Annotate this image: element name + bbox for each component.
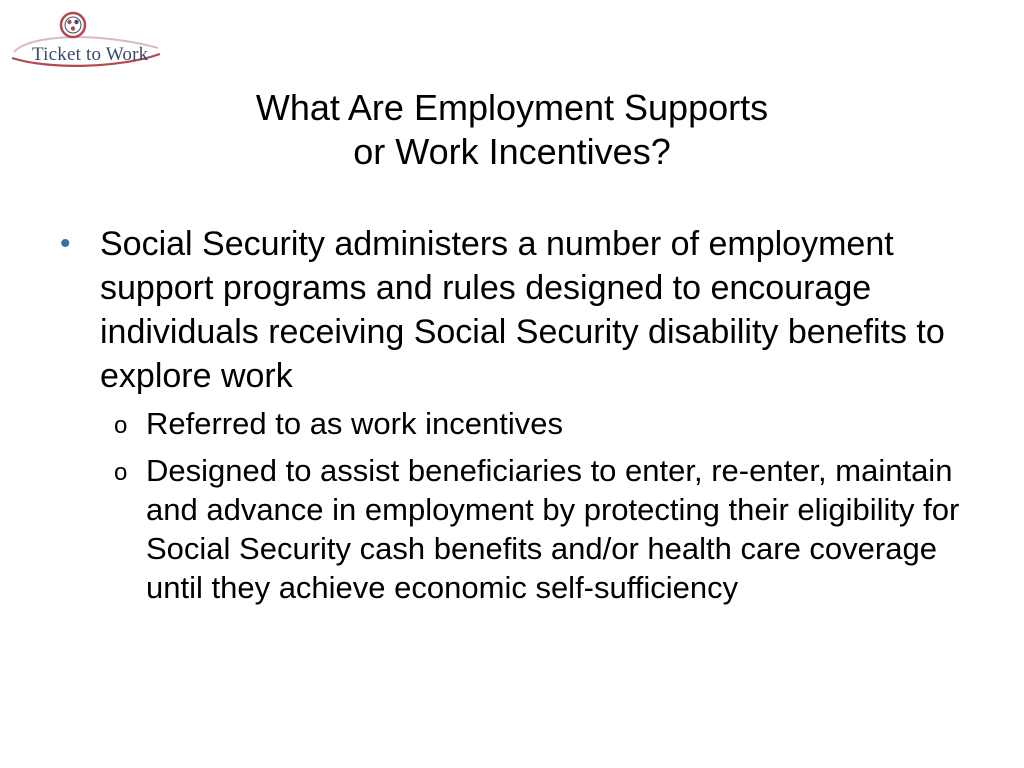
bullet-marker: • xyxy=(60,227,71,260)
sub-bullet-item xyxy=(100,451,988,607)
slide-title xyxy=(0,86,1024,174)
slide-body xyxy=(58,222,988,615)
bullet-item xyxy=(58,222,988,398)
logo-text: Ticket to Work xyxy=(32,44,149,65)
sub-bullet-item xyxy=(100,404,988,443)
sub-bullet-list xyxy=(58,404,988,607)
ticket-to-work-logo xyxy=(10,8,162,70)
slide-title-line-2: or Work Incentives? xyxy=(353,131,671,172)
sub-bullet-text: Referred to as work incentives xyxy=(146,406,563,441)
bullet-text: Social Security administers a number of employment support programs and rules designed to encourage individuals receiving Social Security disability benefits to explore work xyxy=(100,225,945,395)
slide-title-line-1: What Are Employment Supports xyxy=(255,87,769,128)
sub-bullet-marker: o xyxy=(114,412,128,439)
sub-bullet-text: Designed to assist beneficiaries to enter, re-enter, maintain and advance in employment by protecting their eligibility for Social Security cash benefits and/or health care coverage until they achieve economic self-sufficiency xyxy=(146,453,960,605)
sub-bullet-marker: o xyxy=(114,459,128,486)
